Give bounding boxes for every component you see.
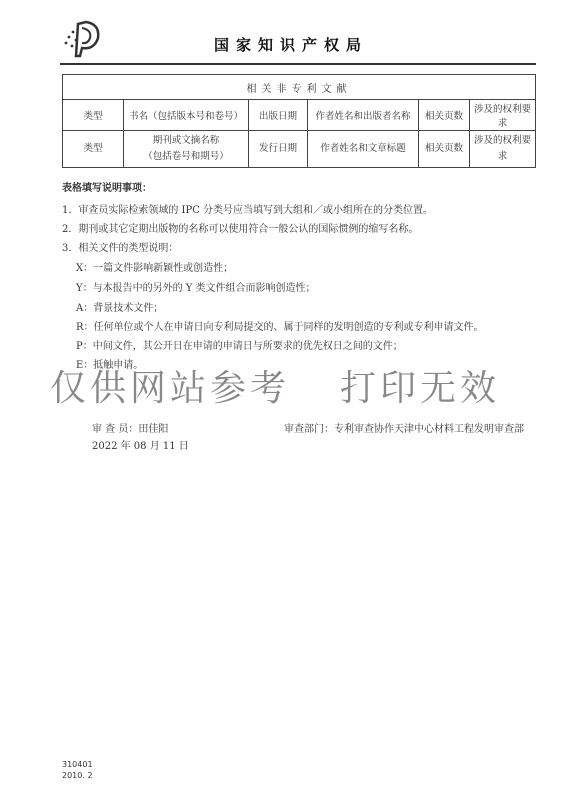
cnipa-logo-icon (60, 18, 104, 58)
table-cell: 期刊或文摘名称 （包括卷号和期号） (124, 131, 249, 168)
watermark-left: 仅供网站参考 (50, 368, 291, 409)
watermark (50, 360, 500, 411)
table-title: 相关非专利文献 (63, 75, 536, 100)
examination-department: 审查部门：专利审查协作天津中心材料工程发明审查部 (284, 424, 524, 435)
instruction-item: 3．相关文件的类型说明： (62, 243, 179, 254)
examination-date: 2022 年 08 月 11 日 (92, 441, 189, 452)
table-cell: 书名（包括版本号和卷号） (124, 100, 249, 131)
table-cell: 相关页数 (419, 131, 470, 168)
instruction-item: 2．期刊或其它定期出版物的名称可以使用符合一般公认的国际惯例的缩写名称。 (62, 224, 419, 235)
table-cell: 涉及的权利要求 (470, 100, 536, 131)
examiner-name: 审 查 员：田佳阳 (92, 424, 169, 435)
table-cell: 发行日期 (249, 131, 308, 168)
doc-type-item: A：背景技术文件； (76, 303, 164, 314)
instructions-heading: 表格填写说明事项： (62, 183, 152, 194)
form-version: 2010. 2 (62, 771, 93, 780)
table-cell: 相关页数 (419, 100, 470, 131)
doc-type-item: E：抵触申请。 (76, 360, 144, 371)
table-cell: 类型 (63, 100, 124, 131)
doc-type-item: X：一篇文件影响新颖性或创造性； (76, 263, 234, 274)
table-cell: 作者姓名和文章标题 (308, 131, 419, 168)
table-title-row (63, 75, 536, 100)
instructions-section (62, 179, 484, 371)
table-row (63, 100, 536, 131)
table-cell: 涉及的权利要求 (470, 131, 536, 168)
doc-type-item: Y：与本报告中的另外的 Y 类文件组合而影响创造性； (76, 283, 316, 294)
form-code: 310401 (62, 760, 93, 769)
instruction-item: 1．审查员实际检索领域的 IPC 分类号应当填写到大组和／或小组所在的分类位置。 (62, 205, 434, 216)
table-cell: 出版日期 (249, 100, 308, 131)
non-patent-literature-table (62, 74, 536, 168)
doc-type-item: P：中间文件，其公开日在申请的申请日与所要求的优先权日之间的文件； (76, 341, 403, 352)
header-rule (60, 63, 536, 65)
office-name: 国家知识产权局 (214, 36, 369, 54)
table-cell: 类型 (63, 131, 124, 168)
doc-type-item: R：任何单位或个人在申请日向专利局提交的、属于同样的发明创造的专利或专利申请文件。 (76, 322, 484, 333)
table-cell: 作者姓名和出版者名称 (308, 100, 419, 131)
table-row (63, 131, 536, 168)
watermark-right: 打印无效 (340, 368, 501, 409)
